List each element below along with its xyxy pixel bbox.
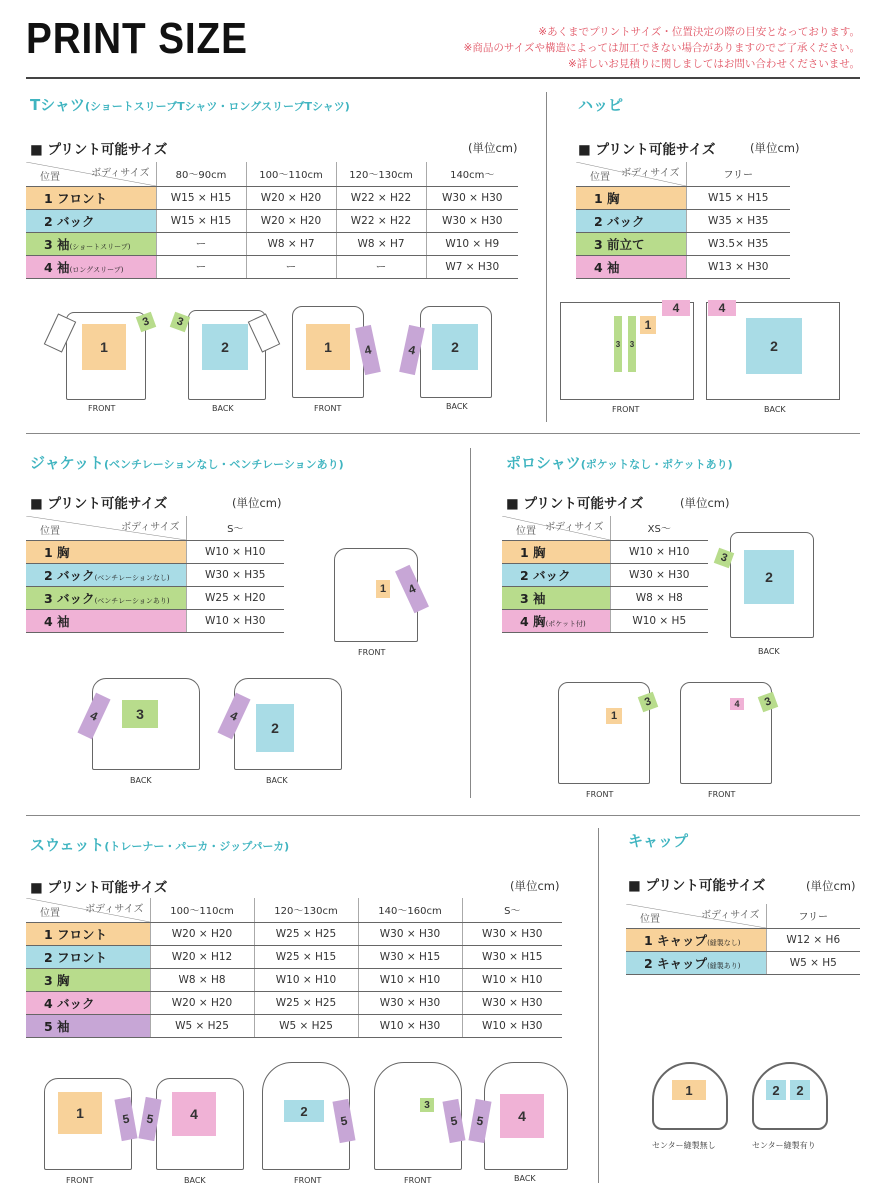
row-label-text: 1 胸 (44, 544, 70, 560)
row-label: 1 フロント (26, 922, 150, 945)
table-cell: ー (156, 232, 246, 255)
table-row (26, 186, 518, 209)
polo-front-illustration (558, 682, 650, 784)
table-cell: W22 × H22 (336, 209, 426, 232)
row-label: 1 胸 (576, 186, 686, 209)
marker-2: 2 (256, 704, 294, 752)
row-label-note: (ロングスリーブ) (69, 265, 124, 274)
row-label-note: (ベンチレーションなし) (94, 573, 170, 582)
marker-4: 4 (172, 1092, 216, 1136)
position-label: 位置 (516, 525, 536, 537)
row-label: 4 バック (26, 991, 150, 1014)
back-caption: BACK (764, 405, 786, 414)
column-header: 120〜130cm (254, 898, 358, 922)
marker-3: 3 (758, 692, 779, 713)
body-size-label: ボディサイズ (545, 522, 604, 533)
position-label: 位置 (40, 171, 60, 183)
column-header: 140〜160cm (358, 898, 462, 922)
notes (464, 24, 860, 72)
cap-section-title: キャップ (628, 832, 689, 850)
marker-3: 3 (614, 316, 622, 372)
table-row (26, 586, 284, 609)
row-label (26, 563, 186, 586)
print-size-heading: ■ プリント可能サイズ (30, 880, 168, 896)
tshirt-size-table (26, 162, 518, 279)
table-cell: W25 × H15 (254, 945, 358, 968)
diagonal-header (502, 516, 610, 540)
column-header: XS〜 (610, 516, 708, 540)
table-cell: W25 × H20 (186, 586, 284, 609)
table-row (502, 586, 708, 609)
table-cell: W13 × H30 (686, 255, 790, 278)
marker-1: 1 (606, 708, 622, 724)
row-label-text: 3 袖 (520, 590, 546, 606)
table-row (26, 255, 518, 278)
table-cell: W12 × H6 (766, 928, 860, 951)
section-subtitle: (ショートスリーブTシャツ・ロングスリーブTシャツ) (84, 100, 350, 113)
table-cell: W15 × H15 (686, 186, 790, 209)
column-header: フリー (686, 162, 790, 186)
table-cell: W10 × H30 (462, 1014, 562, 1037)
table-row (26, 1014, 562, 1037)
row-label (502, 540, 610, 563)
table-cell: W20 × H20 (150, 922, 254, 945)
table-cell: W25 × H25 (254, 922, 358, 945)
table-cell: W3.5× H35 (686, 232, 790, 255)
section-subtitle: (トレーナー・パーカ・ジップパーカ) (104, 840, 290, 853)
front-caption: FRONT (586, 790, 614, 799)
print-size-heading: ■ プリント可能サイズ (506, 496, 644, 512)
marker-5: 5 (332, 1099, 355, 1143)
marker-4: 4 (399, 325, 425, 375)
position-label: 位置 (40, 525, 60, 537)
sweat-size-table (26, 898, 562, 1038)
row-label-text: 3 袖 (44, 236, 70, 252)
body-size-label: ボディサイズ (91, 168, 150, 179)
happi-front-illustration (560, 302, 694, 400)
marker-3: 3 (628, 316, 636, 372)
jacket-size-table (26, 516, 284, 633)
divider (470, 448, 471, 798)
page-title: PRINT SIZE (26, 14, 248, 63)
row-label: 2 バック (576, 209, 686, 232)
column-header: フリー (766, 904, 860, 928)
happi-size-table (576, 162, 790, 279)
table-header-row (576, 162, 790, 186)
table-cell: W30 × H30 (426, 186, 518, 209)
table-cell: W25 × H25 (254, 991, 358, 1014)
unit-label: (単位cm) (510, 879, 560, 893)
marker-5: 5 (468, 1099, 491, 1143)
row-label-text: 2 キャップ (644, 955, 708, 971)
table-row (576, 232, 790, 255)
cap-caption: センター縫製有り (752, 1141, 816, 1150)
table-cell: W30 × H30 (426, 209, 518, 232)
row-label-note: (縫製なし) (707, 938, 741, 947)
marker-2: 2 (284, 1100, 324, 1122)
marker-4: 4 (730, 698, 744, 710)
front-caption: FRONT (612, 405, 640, 414)
row-label-note: (ポケット付) (545, 619, 586, 628)
table-row (26, 232, 518, 255)
row-label: 2 フロント (26, 945, 150, 968)
table-row (576, 209, 790, 232)
table-cell: W10 × H10 (254, 968, 358, 991)
row-label (26, 609, 186, 632)
row-label-note: (ショートスリーブ) (69, 242, 131, 251)
print-size-heading: ■ プリント可能サイズ (30, 496, 168, 512)
marker-4: 4 (395, 565, 429, 613)
table-row (502, 563, 708, 586)
back-caption: BACK (130, 776, 152, 785)
column-header: S〜 (186, 516, 284, 540)
table-cell: W10 × H10 (610, 540, 708, 563)
marker-5: 5 (114, 1097, 137, 1141)
marker-2: 2 (790, 1080, 810, 1100)
table-cell: ー (336, 255, 426, 278)
marker-1: 1 (58, 1092, 102, 1134)
print-size-heading: ■ プリント可能サイズ (30, 142, 168, 158)
row-label-text: 1 フロント (44, 190, 108, 206)
table-cell: W30 × H15 (462, 945, 562, 968)
body-size-label: ボディサイズ (121, 522, 180, 533)
row-label (626, 928, 766, 951)
table-cell: W20 × H20 (246, 209, 336, 232)
marker-4: 4 (217, 693, 250, 740)
table-header-row (626, 904, 860, 928)
table-row (26, 968, 562, 991)
table-cell: W10 × H10 (358, 968, 462, 991)
row-label: 5 袖 (26, 1014, 150, 1037)
table-cell: W20 × H20 (246, 186, 336, 209)
unit-label: (単位cm) (468, 141, 518, 155)
table-row (26, 540, 284, 563)
section-title-text: ジャケット (30, 454, 104, 472)
row-label-text: 2 バック (44, 567, 95, 583)
marker-4: 4 (77, 693, 110, 740)
marker-4: 4 (662, 300, 690, 316)
happi-section-title: ハッピ (578, 96, 624, 114)
body-size-label: ボディサイズ (85, 904, 144, 915)
front-caption: FRONT (66, 1176, 94, 1185)
note-line: ※あくまでプリントサイズ・位置決定の際の目安となっております。 (538, 26, 860, 38)
row-label (502, 563, 610, 586)
table-cell: W10 × H30 (358, 1014, 462, 1037)
table-cell: W30 × H30 (462, 991, 562, 1014)
back-caption: BACK (446, 402, 468, 411)
table-cell: W20 × H12 (150, 945, 254, 968)
section-title-text: Tシャツ (30, 96, 85, 114)
marker-2: 2 (766, 1080, 786, 1100)
marker-3: 3 (170, 312, 191, 333)
table-cell: W15 × H15 (156, 209, 246, 232)
row-label (26, 232, 156, 255)
polo-size-table (502, 516, 708, 633)
divider (546, 92, 547, 422)
polo-section-title (506, 452, 733, 473)
row-label-note: (ベンチレーションあり) (94, 596, 170, 605)
table-cell: W8 × H8 (610, 586, 708, 609)
sweat-section-title (30, 834, 289, 855)
section-title-text: ポロシャツ (506, 454, 581, 472)
marker-1: 1 (672, 1080, 706, 1100)
column-header: 80〜90cm (156, 162, 246, 186)
table-header-row (26, 516, 284, 540)
marker-1: 1 (640, 316, 656, 334)
table-row (502, 540, 708, 563)
marker-3: 3 (122, 700, 158, 728)
table-header-row (502, 516, 708, 540)
table-cell: W30 × H30 (462, 922, 562, 945)
table-cell: W30 × H15 (358, 945, 462, 968)
table-cell: W10 × H5 (610, 609, 708, 632)
table-header-row (26, 162, 518, 186)
position-label: 位置 (40, 907, 60, 919)
unit-label: (単位cm) (680, 496, 730, 510)
row-label (26, 540, 186, 563)
table-row (502, 609, 708, 632)
table-header-row (26, 898, 562, 922)
table-row (26, 991, 562, 1014)
diagonal-header (576, 162, 686, 186)
print-size-heading: ■ プリント可能サイズ (578, 142, 716, 158)
table-cell: W10 × H10 (186, 540, 284, 563)
table-row (26, 945, 562, 968)
section-title-text: スウェット (30, 836, 105, 854)
front-caption: FRONT (404, 1176, 432, 1185)
table-row (26, 922, 562, 945)
table-cell: W10 × H9 (426, 232, 518, 255)
marker-4: 4 (355, 325, 381, 375)
marker-2: 2 (744, 550, 794, 604)
cap-caption: センター縫製無し (652, 1141, 716, 1150)
table-cell: W5 × H5 (766, 951, 860, 974)
table-cell: W7 × H30 (426, 255, 518, 278)
table-cell: W5 × H25 (150, 1014, 254, 1037)
note-line: ※詳しいお見積りに関しましてはお問い合わせくださいませ。 (568, 58, 860, 70)
section-subtitle: (ポケットなし・ポケットあり) (580, 458, 733, 471)
marker-2: 2 (746, 318, 802, 374)
marker-3: 3 (136, 312, 157, 333)
front-caption: FRONT (88, 404, 116, 413)
row-label (26, 186, 156, 209)
jacket-section-title (30, 452, 344, 473)
table-cell: W20 × H20 (150, 991, 254, 1014)
row-label: 4 袖 (576, 255, 686, 278)
back-caption: BACK (212, 404, 234, 413)
front-caption: FRONT (314, 404, 342, 413)
row-label: 3 前立て (576, 232, 686, 255)
diagonal-header (26, 162, 156, 186)
row-label (626, 951, 766, 974)
divider (598, 828, 599, 1183)
row-label-text: 4 袖 (44, 613, 70, 629)
row-label-text: 2 バック (44, 213, 95, 229)
table-cell: W10 × H10 (462, 968, 562, 991)
body-size-label: ボディサイズ (621, 168, 680, 179)
marker-5: 5 (442, 1099, 465, 1143)
unit-label: (単位cm) (750, 141, 800, 155)
table-row (26, 563, 284, 586)
column-header: 100〜110cm (150, 898, 254, 922)
row-label-note: (縫製あり) (707, 961, 741, 970)
diagonal-header (626, 904, 766, 928)
back-caption: BACK (184, 1176, 206, 1185)
body-size-label: ボディサイズ (701, 910, 760, 921)
table-cell: W30 × H30 (358, 991, 462, 1014)
column-header: 100〜110cm (246, 162, 336, 186)
divider (26, 433, 860, 434)
diagonal-header (26, 516, 186, 540)
row-label: 3 胸 (26, 968, 150, 991)
row-label-text: 1 キャップ (644, 932, 708, 948)
table-cell: ー (156, 255, 246, 278)
divider (26, 815, 860, 816)
marker-2: 2 (202, 324, 248, 370)
row-label-text: 2 バック (520, 567, 571, 583)
unit-label: (単位cm) (232, 496, 282, 510)
marker-3: 3 (420, 1098, 434, 1112)
marker-4: 4 (500, 1094, 544, 1138)
table-row (626, 951, 860, 974)
row-label (26, 255, 156, 278)
table-cell: ー (246, 255, 336, 278)
row-label (502, 609, 610, 632)
row-label (26, 209, 156, 232)
marker-1: 1 (306, 324, 350, 370)
table-row (26, 209, 518, 232)
column-header: 140cm〜 (426, 162, 518, 186)
table-cell: W35 × H35 (686, 209, 790, 232)
table-cell: W5 × H25 (254, 1014, 358, 1037)
table-cell: W10 × H30 (186, 609, 284, 632)
tshirt-section-title (30, 94, 350, 115)
row-label-text: 4 袖 (44, 259, 70, 275)
table-cell: W8 × H7 (246, 232, 336, 255)
top-divider (26, 77, 860, 79)
table-cell: W15 × H15 (156, 186, 246, 209)
back-caption: BACK (266, 776, 288, 785)
column-header: 120〜130cm (336, 162, 426, 186)
row-label-text: 4 胸 (520, 613, 546, 629)
position-label: 位置 (640, 913, 660, 925)
front-caption: FRONT (708, 790, 736, 799)
table-cell: W30 × H30 (358, 922, 462, 945)
row-label (502, 586, 610, 609)
row-label (26, 586, 186, 609)
marker-1: 1 (376, 580, 390, 598)
front-caption: FRONT (358, 648, 386, 657)
marker-3: 3 (714, 548, 735, 569)
front-caption: FRONT (294, 1176, 322, 1185)
table-row (576, 255, 790, 278)
table-row (26, 609, 284, 632)
marker-4: 4 (708, 300, 736, 316)
table-cell: W8 × H8 (150, 968, 254, 991)
column-header: S〜 (462, 898, 562, 922)
position-label: 位置 (590, 171, 610, 183)
marker-1: 1 (82, 324, 126, 370)
table-row (626, 928, 860, 951)
row-label-text: 1 胸 (520, 544, 546, 560)
print-size-heading: ■ プリント可能サイズ (628, 878, 766, 894)
table-cell: W30 × H35 (186, 563, 284, 586)
note-line: ※商品のサイズや構造によっては加工できない場合がありますのでご了承ください。 (463, 42, 860, 54)
back-caption: BACK (758, 647, 780, 656)
back-caption: BACK (514, 1174, 536, 1183)
table-row (576, 186, 790, 209)
table-cell: W8 × H7 (336, 232, 426, 255)
marker-5: 5 (138, 1097, 161, 1141)
marker-2: 2 (432, 324, 478, 370)
table-cell: W30 × H30 (610, 563, 708, 586)
row-label-text: 3 バック (44, 590, 95, 606)
cap-size-table (626, 904, 860, 975)
unit-label: (単位cm) (806, 879, 856, 893)
table-cell: W22 × H22 (336, 186, 426, 209)
marker-3: 3 (638, 692, 659, 713)
diagonal-header (26, 898, 150, 922)
section-subtitle: (ベンチレーションなし・ベンチレーションあり) (103, 458, 344, 471)
